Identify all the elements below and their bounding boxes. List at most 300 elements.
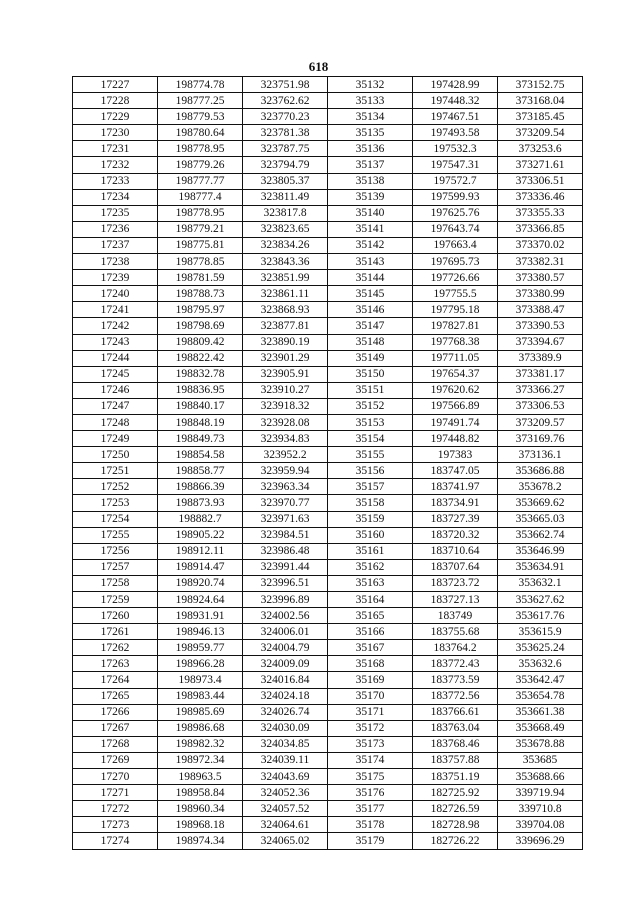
cell-point-id-b: 35147 (328, 318, 413, 334)
table-row (73, 93, 583, 109)
cell-x-coordinate-a: 198858.77 (158, 463, 243, 479)
cell-point-id-b: 35178 (328, 817, 413, 833)
table-row (73, 431, 583, 447)
cell-x-coordinate-b: 197566.89 (413, 398, 498, 414)
cell-point-id-b: 35133 (328, 93, 413, 109)
cell-y-coordinate-b: 373355.33 (498, 205, 583, 221)
cell-y-coordinate-a: 324030.09 (243, 720, 328, 736)
cell-point-id-a: 17253 (73, 495, 158, 511)
cell-y-coordinate-a: 323751.98 (243, 77, 328, 93)
table-row (73, 366, 583, 382)
cell-y-coordinate-a: 323817.8 (243, 205, 328, 221)
table-row (73, 511, 583, 527)
table-row (73, 527, 583, 543)
cell-x-coordinate-b: 197493.58 (413, 125, 498, 141)
cell-x-coordinate-a: 198795.97 (158, 302, 243, 318)
cell-point-id-b: 35166 (328, 624, 413, 640)
cell-point-id-b: 35151 (328, 382, 413, 398)
cell-x-coordinate-b: 183741.97 (413, 479, 498, 495)
cell-x-coordinate-a: 198866.39 (158, 479, 243, 495)
cell-x-coordinate-a: 198963.5 (158, 769, 243, 785)
cell-point-id-b: 35154 (328, 431, 413, 447)
cell-x-coordinate-a: 198986.68 (158, 720, 243, 736)
cell-point-id-b: 35162 (328, 559, 413, 575)
cell-point-id-b: 35159 (328, 511, 413, 527)
cell-x-coordinate-b: 197428.99 (413, 77, 498, 93)
cell-point-id-b: 35145 (328, 286, 413, 302)
cell-point-id-b: 35153 (328, 414, 413, 430)
cell-y-coordinate-a: 324034.85 (243, 736, 328, 752)
cell-point-id-a: 17264 (73, 672, 158, 688)
cell-point-id-a: 17254 (73, 511, 158, 527)
table-row (73, 302, 583, 318)
table-row (73, 608, 583, 624)
cell-point-id-b: 35157 (328, 479, 413, 495)
cell-x-coordinate-b: 183764.2 (413, 640, 498, 656)
cell-y-coordinate-a: 323996.89 (243, 592, 328, 608)
table-row (73, 254, 583, 270)
table-row (73, 769, 583, 785)
cell-point-id-a: 17234 (73, 189, 158, 205)
cell-x-coordinate-a: 198882.7 (158, 511, 243, 527)
cell-x-coordinate-b: 182726.22 (413, 833, 498, 849)
cell-y-coordinate-a: 324002.56 (243, 608, 328, 624)
cell-x-coordinate-a: 198781.59 (158, 270, 243, 286)
cell-point-id-a: 17249 (73, 431, 158, 447)
table-row (73, 688, 583, 704)
cell-point-id-b: 35179 (328, 833, 413, 849)
cell-y-coordinate-b: 353654.78 (498, 688, 583, 704)
cell-point-id-b: 35169 (328, 672, 413, 688)
cell-y-coordinate-a: 323861.11 (243, 286, 328, 302)
cell-x-coordinate-b: 197491.74 (413, 414, 498, 430)
cell-point-id-b: 35132 (328, 77, 413, 93)
cell-point-id-b: 35176 (328, 785, 413, 801)
table-row (73, 624, 583, 640)
cell-y-coordinate-a: 323770.23 (243, 109, 328, 125)
cell-y-coordinate-a: 323952.2 (243, 447, 328, 463)
cell-y-coordinate-a: 324024.18 (243, 688, 328, 704)
cell-point-id-a: 17271 (73, 785, 158, 801)
cell-y-coordinate-a: 324009.09 (243, 656, 328, 672)
cell-y-coordinate-b: 373168.04 (498, 93, 583, 109)
cell-point-id-a: 17273 (73, 817, 158, 833)
cell-point-id-a: 17256 (73, 543, 158, 559)
cell-x-coordinate-b: 183710.64 (413, 543, 498, 559)
cell-y-coordinate-a: 323843.36 (243, 254, 328, 270)
cell-x-coordinate-b: 182728.98 (413, 817, 498, 833)
cell-point-id-a: 17232 (73, 157, 158, 173)
cell-y-coordinate-b: 353662.74 (498, 527, 583, 543)
cell-x-coordinate-b: 182725.92 (413, 785, 498, 801)
cell-x-coordinate-a: 198777.4 (158, 189, 243, 205)
cell-x-coordinate-b: 197726.66 (413, 270, 498, 286)
cell-point-id-a: 17247 (73, 398, 158, 414)
cell-y-coordinate-b: 353625.24 (498, 640, 583, 656)
cell-y-coordinate-a: 323781.38 (243, 125, 328, 141)
cell-x-coordinate-a: 198849.73 (158, 431, 243, 447)
cell-y-coordinate-b: 353634.91 (498, 559, 583, 575)
cell-y-coordinate-a: 323905.91 (243, 366, 328, 382)
cell-point-id-b: 35170 (328, 688, 413, 704)
cell-point-id-b: 35164 (328, 592, 413, 608)
cell-x-coordinate-b: 183720.32 (413, 527, 498, 543)
cell-y-coordinate-a: 323934.83 (243, 431, 328, 447)
cell-x-coordinate-b: 183763.04 (413, 720, 498, 736)
table-row (73, 334, 583, 350)
cell-x-coordinate-b: 197695.73 (413, 254, 498, 270)
cell-x-coordinate-a: 198966.28 (158, 656, 243, 672)
cell-y-coordinate-a: 324004.79 (243, 640, 328, 656)
cell-x-coordinate-a: 198982.32 (158, 736, 243, 752)
cell-point-id-a: 17244 (73, 350, 158, 366)
table-row (73, 833, 583, 849)
cell-point-id-a: 17240 (73, 286, 158, 302)
cell-x-coordinate-a: 198920.74 (158, 575, 243, 591)
cell-point-id-a: 17245 (73, 366, 158, 382)
cell-point-id-b: 35161 (328, 543, 413, 559)
cell-y-coordinate-a: 324006.01 (243, 624, 328, 640)
coordinates-table-body (73, 77, 583, 850)
cell-x-coordinate-b: 197620.62 (413, 382, 498, 398)
cell-y-coordinate-b: 373306.51 (498, 173, 583, 189)
table-row (73, 221, 583, 237)
cell-y-coordinate-b: 353665.03 (498, 511, 583, 527)
cell-point-id-a: 17255 (73, 527, 158, 543)
table-row (73, 704, 583, 720)
cell-x-coordinate-b: 197654.37 (413, 366, 498, 382)
cell-point-id-a: 17257 (73, 559, 158, 575)
cell-x-coordinate-a: 198822.42 (158, 350, 243, 366)
cell-point-id-a: 17246 (73, 382, 158, 398)
cell-y-coordinate-b: 353669.62 (498, 495, 583, 511)
table-row (73, 559, 583, 575)
table-row (73, 173, 583, 189)
cell-point-id-b: 35137 (328, 157, 413, 173)
cell-point-id-a: 17268 (73, 736, 158, 752)
cell-x-coordinate-b: 197795.18 (413, 302, 498, 318)
cell-point-id-b: 35174 (328, 752, 413, 768)
table-row (73, 656, 583, 672)
cell-point-id-b: 35160 (328, 527, 413, 543)
cell-point-id-b: 35144 (328, 270, 413, 286)
cell-y-coordinate-b: 373394.67 (498, 334, 583, 350)
table-row (73, 785, 583, 801)
cell-x-coordinate-b: 197768.38 (413, 334, 498, 350)
cell-x-coordinate-b: 183734.91 (413, 495, 498, 511)
cell-point-id-b: 35177 (328, 801, 413, 817)
cell-x-coordinate-a: 198973.4 (158, 672, 243, 688)
table-row (73, 350, 583, 366)
cell-x-coordinate-b: 183772.56 (413, 688, 498, 704)
cell-point-id-a: 17239 (73, 270, 158, 286)
cell-point-id-b: 35134 (328, 109, 413, 125)
cell-point-id-a: 17230 (73, 125, 158, 141)
cell-x-coordinate-a: 198836.95 (158, 382, 243, 398)
table-row (73, 157, 583, 173)
cell-y-coordinate-a: 323984.51 (243, 527, 328, 543)
cell-y-coordinate-b: 373390.53 (498, 318, 583, 334)
cell-y-coordinate-b: 373366.27 (498, 382, 583, 398)
cell-point-id-a: 17250 (73, 447, 158, 463)
table-row (73, 382, 583, 398)
table-row (73, 495, 583, 511)
cell-y-coordinate-b: 373209.57 (498, 414, 583, 430)
cell-x-coordinate-b: 183773.59 (413, 672, 498, 688)
cell-y-coordinate-a: 323928.08 (243, 414, 328, 430)
cell-x-coordinate-b: 183772.43 (413, 656, 498, 672)
cell-y-coordinate-b: 373152.75 (498, 77, 583, 93)
cell-y-coordinate-b: 353686.88 (498, 463, 583, 479)
table-row (73, 270, 583, 286)
cell-y-coordinate-a: 323762.62 (243, 93, 328, 109)
cell-point-id-b: 35148 (328, 334, 413, 350)
cell-point-id-a: 17236 (73, 221, 158, 237)
cell-point-id-a: 17274 (73, 833, 158, 849)
cell-x-coordinate-b: 183727.39 (413, 511, 498, 527)
cell-x-coordinate-a: 198972.34 (158, 752, 243, 768)
cell-point-id-a: 17266 (73, 704, 158, 720)
cell-x-coordinate-a: 198780.64 (158, 125, 243, 141)
cell-y-coordinate-b: 373253.6 (498, 141, 583, 157)
cell-x-coordinate-b: 197827.81 (413, 318, 498, 334)
cell-y-coordinate-a: 324057.52 (243, 801, 328, 817)
cell-y-coordinate-b: 373209.54 (498, 125, 583, 141)
cell-point-id-b: 35136 (328, 141, 413, 157)
cell-y-coordinate-b: 339704.08 (498, 817, 583, 833)
cell-point-id-b: 35139 (328, 189, 413, 205)
cell-y-coordinate-b: 373169.76 (498, 431, 583, 447)
cell-point-id-a: 17263 (73, 656, 158, 672)
cell-y-coordinate-b: 353678.88 (498, 736, 583, 752)
cell-x-coordinate-a: 198809.42 (158, 334, 243, 350)
cell-x-coordinate-b: 183766.61 (413, 704, 498, 720)
cell-x-coordinate-b: 197599.93 (413, 189, 498, 205)
cell-y-coordinate-a: 323991.44 (243, 559, 328, 575)
cell-x-coordinate-b: 197625.76 (413, 205, 498, 221)
cell-y-coordinate-b: 373370.02 (498, 237, 583, 253)
cell-y-coordinate-b: 353642.47 (498, 672, 583, 688)
cell-y-coordinate-a: 324052.36 (243, 785, 328, 801)
table-row (73, 109, 583, 125)
cell-y-coordinate-a: 323970.77 (243, 495, 328, 511)
cell-x-coordinate-a: 198924.64 (158, 592, 243, 608)
cell-y-coordinate-a: 323901.29 (243, 350, 328, 366)
cell-x-coordinate-a: 198848.19 (158, 414, 243, 430)
table-row (73, 237, 583, 253)
cell-y-coordinate-b: 373381.17 (498, 366, 583, 382)
cell-y-coordinate-a: 323986.48 (243, 543, 328, 559)
cell-y-coordinate-a: 323996.51 (243, 575, 328, 591)
cell-point-id-b: 35149 (328, 350, 413, 366)
cell-y-coordinate-b: 373382.31 (498, 254, 583, 270)
cell-y-coordinate-b: 373136.1 (498, 447, 583, 463)
table-row (73, 575, 583, 591)
cell-x-coordinate-b: 197383 (413, 447, 498, 463)
cell-point-id-a: 17269 (73, 752, 158, 768)
cell-point-id-b: 35141 (328, 221, 413, 237)
cell-point-id-a: 17262 (73, 640, 158, 656)
table-row (73, 592, 583, 608)
cell-point-id-a: 17242 (73, 318, 158, 334)
cell-point-id-a: 17260 (73, 608, 158, 624)
table-row (73, 736, 583, 752)
cell-y-coordinate-b: 373306.53 (498, 398, 583, 414)
cell-y-coordinate-b: 373389.9 (498, 350, 583, 366)
cell-y-coordinate-a: 323910.27 (243, 382, 328, 398)
cell-x-coordinate-a: 198912.11 (158, 543, 243, 559)
cell-x-coordinate-a: 198905.22 (158, 527, 243, 543)
cell-y-coordinate-b: 373336.46 (498, 189, 583, 205)
cell-point-id-b: 35140 (328, 205, 413, 221)
cell-point-id-b: 35158 (328, 495, 413, 511)
cell-y-coordinate-a: 324065.02 (243, 833, 328, 849)
cell-x-coordinate-a: 198777.25 (158, 93, 243, 109)
table-row (73, 125, 583, 141)
cell-y-coordinate-a: 324039.11 (243, 752, 328, 768)
cell-x-coordinate-b: 183757.88 (413, 752, 498, 768)
cell-x-coordinate-b: 197448.32 (413, 93, 498, 109)
cell-y-coordinate-b: 353646.99 (498, 543, 583, 559)
cell-x-coordinate-a: 198778.85 (158, 254, 243, 270)
cell-y-coordinate-b: 373366.85 (498, 221, 583, 237)
cell-x-coordinate-b: 197547.31 (413, 157, 498, 173)
cell-y-coordinate-b: 353668.49 (498, 720, 583, 736)
cell-point-id-b: 35171 (328, 704, 413, 720)
table-row (73, 141, 583, 157)
cell-point-id-b: 35138 (328, 173, 413, 189)
cell-x-coordinate-a: 198779.21 (158, 221, 243, 237)
cell-y-coordinate-b: 353661.38 (498, 704, 583, 720)
cell-point-id-b: 35172 (328, 720, 413, 736)
cell-point-id-a: 17248 (73, 414, 158, 430)
table-row (73, 77, 583, 93)
table-row (73, 414, 583, 430)
cell-x-coordinate-a: 198778.95 (158, 141, 243, 157)
table-row (73, 543, 583, 559)
cell-y-coordinate-b: 339710.8 (498, 801, 583, 817)
cell-point-id-a: 17243 (73, 334, 158, 350)
cell-x-coordinate-b: 197532.3 (413, 141, 498, 157)
cell-point-id-a: 17227 (73, 77, 158, 93)
table-row (73, 318, 583, 334)
cell-x-coordinate-b: 183707.64 (413, 559, 498, 575)
cell-point-id-a: 17251 (73, 463, 158, 479)
cell-x-coordinate-a: 198854.58 (158, 447, 243, 463)
cell-point-id-b: 35150 (328, 366, 413, 382)
cell-point-id-a: 17235 (73, 205, 158, 221)
cell-y-coordinate-a: 323805.37 (243, 173, 328, 189)
table-row (73, 463, 583, 479)
cell-point-id-b: 35155 (328, 447, 413, 463)
cell-point-id-b: 35152 (328, 398, 413, 414)
cell-x-coordinate-b: 183723.72 (413, 575, 498, 591)
cell-point-id-b: 35163 (328, 575, 413, 591)
cell-x-coordinate-a: 198779.26 (158, 157, 243, 173)
cell-point-id-b: 35167 (328, 640, 413, 656)
table-row (73, 398, 583, 414)
cell-x-coordinate-b: 197643.74 (413, 221, 498, 237)
cell-point-id-a: 17238 (73, 254, 158, 270)
cell-point-id-a: 17228 (73, 93, 158, 109)
cell-x-coordinate-b: 197755.5 (413, 286, 498, 302)
cell-y-coordinate-b: 353632.1 (498, 575, 583, 591)
cell-point-id-b: 35143 (328, 254, 413, 270)
cell-point-id-b: 35168 (328, 656, 413, 672)
cell-y-coordinate-a: 323851.99 (243, 270, 328, 286)
cell-x-coordinate-b: 183751.19 (413, 769, 498, 785)
cell-y-coordinate-b: 353678.2 (498, 479, 583, 495)
cell-x-coordinate-a: 198798.69 (158, 318, 243, 334)
cell-point-id-a: 17265 (73, 688, 158, 704)
table-row (73, 205, 583, 221)
cell-x-coordinate-a: 198931.91 (158, 608, 243, 624)
cell-y-coordinate-a: 323823.65 (243, 221, 328, 237)
cell-y-coordinate-a: 323811.49 (243, 189, 328, 205)
cell-x-coordinate-a: 198774.78 (158, 77, 243, 93)
cell-y-coordinate-a: 324043.69 (243, 769, 328, 785)
cell-point-id-a: 17233 (73, 173, 158, 189)
table-row (73, 189, 583, 205)
cell-y-coordinate-a: 324016.84 (243, 672, 328, 688)
cell-point-id-a: 17237 (73, 237, 158, 253)
cell-x-coordinate-a: 198960.34 (158, 801, 243, 817)
cell-y-coordinate-b: 353685 (498, 752, 583, 768)
cell-x-coordinate-a: 198779.53 (158, 109, 243, 125)
cell-y-coordinate-a: 324026.74 (243, 704, 328, 720)
cell-y-coordinate-b: 353632.6 (498, 656, 583, 672)
cell-x-coordinate-a: 198777.77 (158, 173, 243, 189)
cell-x-coordinate-a: 198946.13 (158, 624, 243, 640)
cell-y-coordinate-a: 323959.94 (243, 463, 328, 479)
cell-point-id-b: 35156 (328, 463, 413, 479)
cell-x-coordinate-b: 183727.13 (413, 592, 498, 608)
cell-x-coordinate-a: 198788.73 (158, 286, 243, 302)
cell-point-id-a: 17272 (73, 801, 158, 817)
table-row (73, 801, 583, 817)
cell-point-id-a: 17229 (73, 109, 158, 125)
cell-x-coordinate-a: 198983.44 (158, 688, 243, 704)
cell-y-coordinate-b: 353688.66 (498, 769, 583, 785)
cell-x-coordinate-b: 197711.05 (413, 350, 498, 366)
cell-x-coordinate-b: 197467.51 (413, 109, 498, 125)
cell-point-id-b: 35146 (328, 302, 413, 318)
cell-x-coordinate-a: 198959.77 (158, 640, 243, 656)
cell-x-coordinate-b: 182726.59 (413, 801, 498, 817)
cell-y-coordinate-b: 373380.99 (498, 286, 583, 302)
cell-x-coordinate-a: 198775.81 (158, 237, 243, 253)
cell-x-coordinate-b: 197663.4 (413, 237, 498, 253)
cell-y-coordinate-b: 353615.9 (498, 624, 583, 640)
cell-y-coordinate-a: 323877.81 (243, 318, 328, 334)
coordinates-table (72, 76, 583, 850)
cell-x-coordinate-b: 183755.68 (413, 624, 498, 640)
table-row (73, 286, 583, 302)
cell-y-coordinate-a: 323890.19 (243, 334, 328, 350)
cell-y-coordinate-b: 353627.62 (498, 592, 583, 608)
cell-point-id-b: 35135 (328, 125, 413, 141)
cell-y-coordinate-b: 339696.29 (498, 833, 583, 849)
cell-x-coordinate-a: 198985.69 (158, 704, 243, 720)
table-row (73, 720, 583, 736)
cell-x-coordinate-a: 198832.78 (158, 366, 243, 382)
cell-x-coordinate-b: 183747.05 (413, 463, 498, 479)
cell-y-coordinate-a: 323971.63 (243, 511, 328, 527)
page-number: 618 (308, 59, 329, 74)
table-row (73, 447, 583, 463)
cell-y-coordinate-b: 373388.47 (498, 302, 583, 318)
cell-y-coordinate-b: 373380.57 (498, 270, 583, 286)
